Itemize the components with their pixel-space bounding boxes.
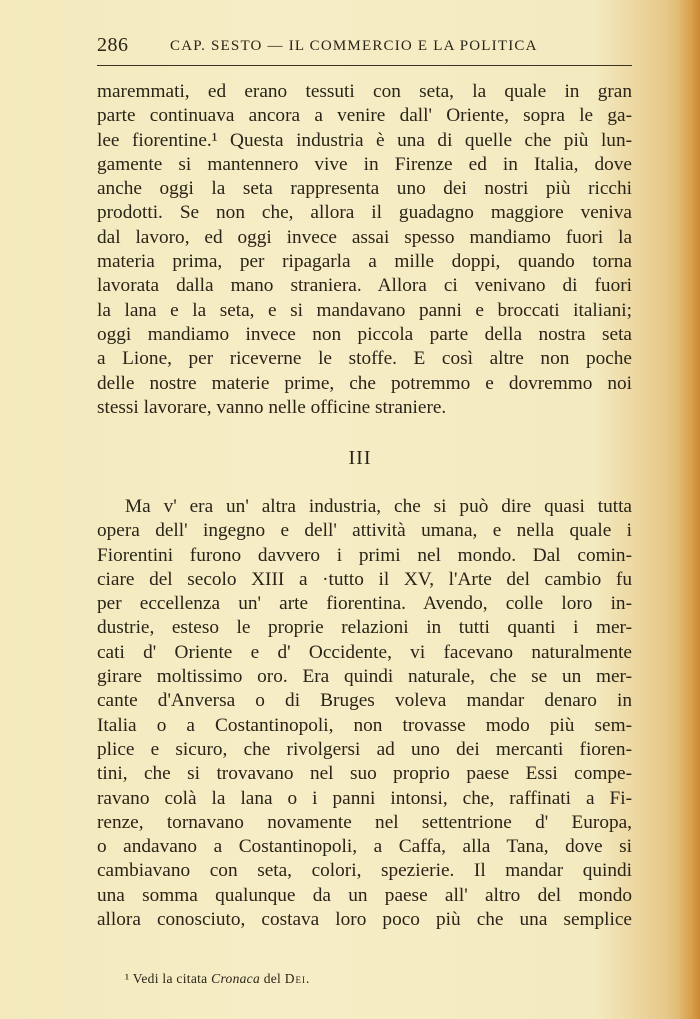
text-line: dal lavoro, ed oggi invece assai spesso mandiamo fuori la — [97, 226, 632, 248]
page-edge-stain — [678, 0, 700, 1019]
text-line: stessi lavorare, vanno nelle officine straniere. — [97, 396, 447, 418]
text-line: lee fiorentine.¹ Questa industria è una di quelle che più lun- — [97, 129, 632, 151]
paragraph-1 — [97, 80, 632, 420]
page-header — [97, 34, 632, 62]
text-line: tini, che si trovavano nel suo proprio paese Essi compe- — [97, 763, 632, 785]
text-line: allora conosciuto, costava loro poco più che una semplice — [97, 909, 632, 931]
text-line: anche oggi la seta rappresenta uno dei nostri più ricchi — [97, 178, 632, 200]
text-line: girare moltissimo oro. Era quindi naturale, che se un mer- — [97, 666, 632, 688]
text-line: lavorata dalla mano straniera. Allora ci venivano di fuori — [97, 275, 632, 297]
text-line: renze, tornavano novamente nel settentrione d' Europa, — [97, 811, 632, 833]
text-line: oggi mandiamo invece non piccola parte della nostra seta — [97, 323, 632, 345]
text-line: maremmati, ed erano tessuti con seta, la quale in gran — [97, 81, 632, 102]
text-line: la lana e la seta, e si mandavano panni e broccati italiani; — [97, 299, 632, 321]
text-line: o andavano a Costantinopoli, a Caffa, alla Tana, dove si — [97, 836, 632, 858]
footnote-text: Vedi la citata — [132, 971, 208, 986]
paragraph-2 — [97, 495, 632, 932]
text-line: parte continuava ancora a venire dall' Oriente, sopra le ga- — [97, 105, 632, 127]
footnote-text: del — [263, 971, 282, 986]
footnote-italic-title: Cronaca — [211, 971, 261, 986]
text-line: cambiavano con seta, colori, spezierie. Il mandar quindi — [97, 860, 632, 882]
text-line: per eccellenza un' arte fiorentina. Avendo, colle loro in- — [97, 593, 632, 615]
text-line: cati d' Oriente e d' Occidente, vi facevano naturalmente — [97, 641, 632, 663]
text-line: cante d'Anversa o di Bruges voleva mandar denaro in — [97, 690, 632, 712]
text-line: opera dell' ingegno e dell' attività umana, e nella quale i — [97, 520, 632, 542]
running-head: CAP. SESTO — IL COMMERCIO E LA POLITICA — [170, 38, 538, 54]
text-line: Italia o a Costantinopoli, non trovasse modo più sem- — [97, 714, 632, 736]
page-number: 286 — [97, 34, 129, 56]
text-line: Fiorentini furono davvero i primi nel mondo. Dal comin- — [97, 544, 632, 566]
text-line: materia prima, per ripagarla a mille doppi, quando torna — [97, 251, 632, 273]
text-line: delle nostre materie prime, che potremmo e dovremmo noi — [97, 372, 632, 394]
text-line: a Lione, per riceverne le stoffe. E così altre non poche — [97, 348, 632, 370]
text-line: ciare del secolo XIII a ·tutto il XV, l'Arte del cambio fu — [97, 568, 632, 590]
header-rule — [97, 65, 632, 66]
section-heading: III — [348, 447, 372, 469]
text-line: plice e sicuro, che rivolgersi ad uno dei mercanti fioren- — [97, 738, 632, 760]
text-line: ravano colà la lana o i panni intonsi, che, raffinati a Fi- — [97, 787, 632, 809]
footnote-author: Dei. — [284, 971, 311, 986]
text-line: una somma qualunque da un paese all' altro del mondo — [97, 884, 632, 906]
footnote-marker: ¹ — [125, 971, 130, 986]
text-line: dustrie, esteso le proprie relazioni in tutti quanti i mer- — [97, 617, 632, 639]
text-line: gamente si mantennero vive in Firenze ed in Italia, dove — [97, 153, 632, 175]
text-line: Ma v' era un' altra industria, che si può dire quasi tutta — [125, 496, 632, 517]
footnote — [125, 971, 310, 987]
text-line: prodotti. Se non che, allora il guadagno maggiore veniva — [97, 202, 632, 224]
